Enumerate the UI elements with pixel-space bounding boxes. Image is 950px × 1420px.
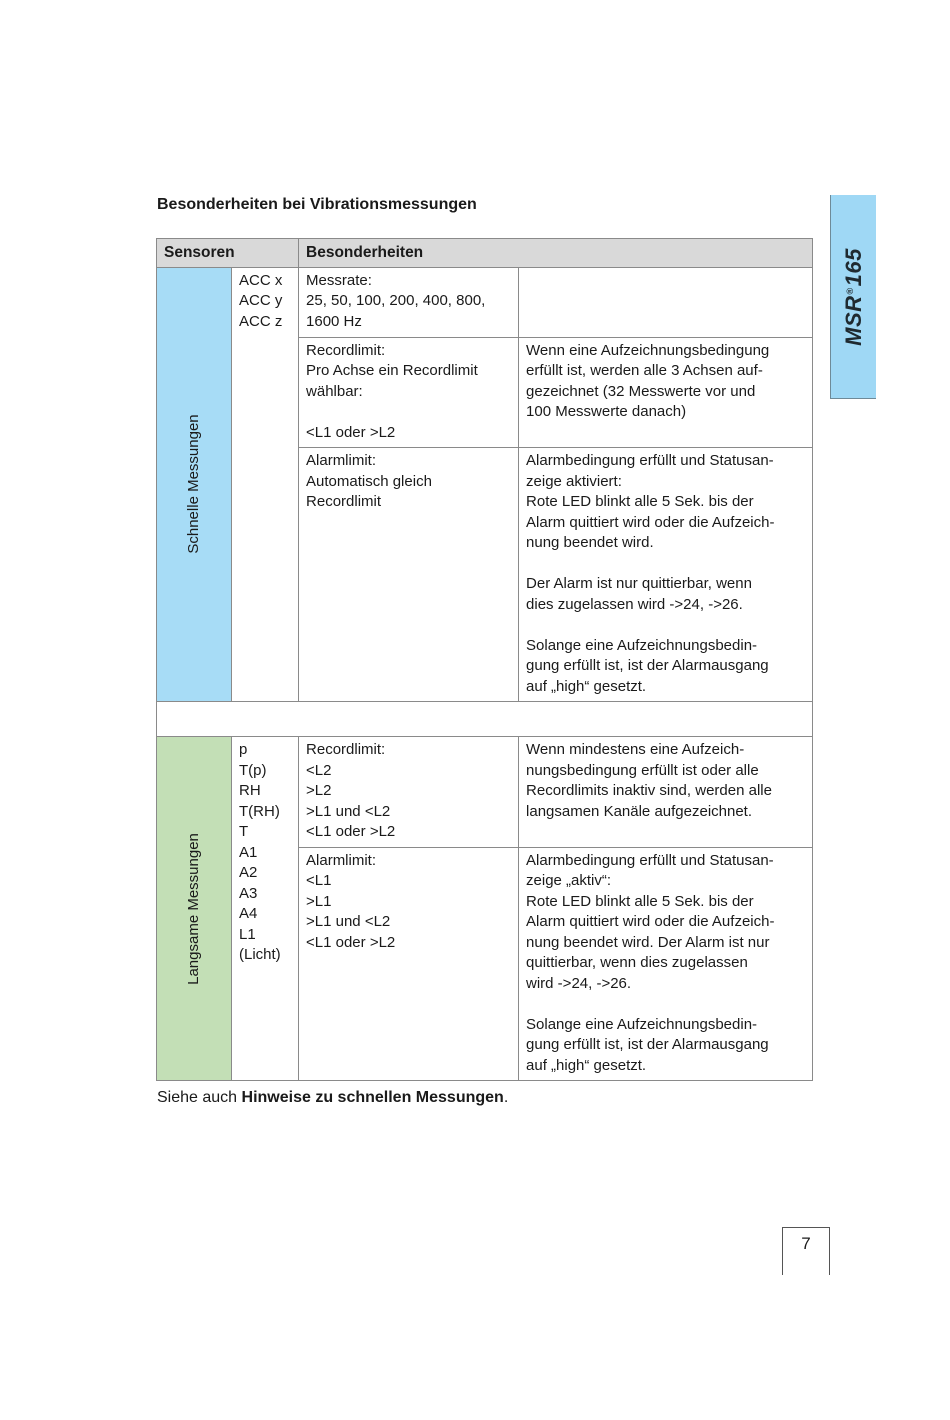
text-line: langsamen Kanäle aufgezeichnet. — [526, 802, 753, 820]
fast-recordlimit-cell — [299, 337, 519, 448]
table-header-row — [157, 239, 813, 268]
sensor-tp: T(p) — [239, 761, 267, 779]
logo-brand: MSR — [841, 295, 866, 346]
text-line: quittierbar, wenn dies zugelassen — [526, 954, 748, 971]
slow-group-label: Langsame Messungen — [184, 832, 202, 985]
text-line: Solange eine Aufzeichnungsbedin- — [526, 1015, 758, 1033]
fast-row-rate — [157, 267, 813, 337]
see-also-note — [157, 1089, 508, 1107]
footnote-prefix: Siehe auch — [157, 1089, 242, 1106]
text-line: Recordlimit: — [306, 341, 386, 359]
sensor-acc-z: ACC z — [239, 312, 283, 330]
text-line: erfüllt ist, werden alle 3 Achsen auf- — [526, 362, 763, 379]
text-line: 1600 Hz — [306, 312, 362, 330]
logo-model: 165 — [841, 248, 866, 287]
slow-sensors-cell — [232, 737, 299, 1081]
sensor-t: T — [239, 823, 249, 840]
text-line: dies zugelassen wird ->24, ->26. — [526, 595, 743, 613]
text-line: Recordlimits inaktiv sind, werden alle — [526, 782, 772, 799]
spacer-row — [157, 702, 813, 737]
text-line: <L1 — [306, 872, 332, 889]
fast-group-label: Schnelle Messungen — [184, 414, 202, 554]
product-tab — [830, 195, 876, 399]
text-line: wird ->24, ->26. — [526, 974, 632, 992]
text-line: Alarmbedingung erfüllt und Statusan- — [526, 452, 774, 469]
text-line: auf „high“ gesetzt. — [526, 1056, 647, 1074]
text-line: gezeichnet (32 Messwerte vor und — [526, 382, 756, 400]
text-line: Rote LED blinkt alle 5 Sek. bis der — [526, 892, 754, 910]
text-line: Alarmlimit: — [306, 452, 377, 469]
slow-row-recordlimit — [157, 737, 813, 848]
text-line: nung beendet wird. — [526, 534, 654, 551]
slow-recordlimit-desc-cell — [519, 737, 813, 848]
sensor-light: (Licht) — [239, 946, 281, 963]
fast-rate-desc-cell — [519, 267, 813, 337]
fast-recordlimit-desc-cell — [519, 337, 813, 448]
sensor-trh: T(RH) — [239, 802, 280, 820]
text-line: gung erfüllt ist, ist der Alarmausgang — [526, 657, 769, 674]
text-line: nungsbedingung erfüllt ist oder alle — [526, 761, 759, 779]
text-line: Recordlimit — [306, 493, 382, 510]
text-line: >L1 — [306, 892, 332, 910]
sensor-acc-x: ACC x — [239, 271, 283, 289]
fast-alarmlimit-cell — [299, 448, 519, 702]
text-line: zeige aktiviert: — [526, 472, 622, 490]
text-line: Wenn mindestens eine Aufzeich- — [526, 741, 745, 758]
sensor-a2: A2 — [239, 864, 258, 881]
text-line: 25, 50, 100, 200, 400, 800, — [306, 292, 486, 309]
sensor-a3: A3 — [239, 884, 258, 902]
text-line: Automatisch gleich — [306, 472, 432, 490]
text-line: Pro Achse ein Recordlimit — [306, 362, 478, 379]
section-heading: Besonderheiten bei Vibrationsmessungen — [157, 196, 477, 213]
text-line: <L1 oder >L2 — [306, 823, 396, 840]
text-line: Der Alarm ist nur quittierbar, wenn — [526, 575, 752, 592]
spacer-cell — [157, 702, 813, 737]
logo-registered-mark: ® — [844, 287, 855, 295]
sensor-a4: A4 — [239, 905, 258, 922]
footnote-link-text: Hinweise zu schnellen Messungen — [241, 1089, 504, 1106]
header-features: Besonderheiten — [299, 239, 813, 268]
header-sensors: Sensoren — [157, 239, 299, 268]
msr-165-logo — [841, 248, 867, 346]
text-line: 100 Messwerte danach) — [526, 403, 687, 420]
sensor-rh: RH — [239, 782, 261, 799]
text-line: Alarm quittiert wird oder die Aufzeich- — [526, 913, 775, 930]
text-line: Wenn eine Aufzeichnungsbedingung — [526, 341, 770, 359]
slow-recordlimit-cell — [299, 737, 519, 848]
text-line: >L1 und <L2 — [306, 913, 391, 930]
sensor-a1: A1 — [239, 843, 258, 861]
fast-alarmlimit-desc-cell — [519, 448, 813, 702]
fast-rate-cell — [299, 267, 519, 337]
text-line: nung beendet wird. Der Alarm ist nur — [526, 933, 770, 951]
footnote-suffix: . — [503, 1089, 509, 1106]
text-line: <L1 oder >L2 — [306, 933, 396, 951]
slow-alarmlimit-desc-cell — [519, 847, 813, 1081]
text-line: Alarmbedingung erfüllt und Statusan- — [526, 851, 774, 869]
text-line: >L1 und <L2 — [306, 802, 391, 820]
text-line: >L2 — [306, 782, 332, 799]
sensor-p: p — [239, 741, 248, 758]
text-line: gung erfüllt ist, ist der Alarmausgang — [526, 1036, 769, 1053]
slow-group-cell — [157, 737, 232, 1081]
sensor-l1: L1 — [239, 925, 256, 943]
slow-alarmlimit-cell — [299, 847, 519, 1081]
text-line: Alarm quittiert wird oder die Aufzeich- — [526, 513, 775, 531]
text-line: zeige „aktiv“: — [526, 872, 612, 889]
text-line: Rote LED blinkt alle 5 Sek. bis der — [526, 493, 754, 510]
text-line: wählbar: — [306, 382, 363, 400]
text-line: Alarmlimit: — [306, 851, 377, 869]
text-line: Messrate: — [306, 271, 372, 289]
text-line: Recordlimit: — [306, 741, 386, 758]
text-line: <L1 oder >L2 — [306, 423, 396, 441]
vibration-spec-table — [156, 238, 813, 1081]
text-line: auf „high“ gesetzt. — [526, 677, 647, 695]
fast-sensors-cell — [232, 267, 299, 702]
text-line: <L2 — [306, 761, 332, 779]
page-number: 7 — [782, 1227, 830, 1275]
fast-group-cell — [157, 267, 232, 702]
sensor-acc-y: ACC y — [239, 292, 283, 309]
text-line: Solange eine Aufzeichnungsbedin- — [526, 636, 758, 654]
